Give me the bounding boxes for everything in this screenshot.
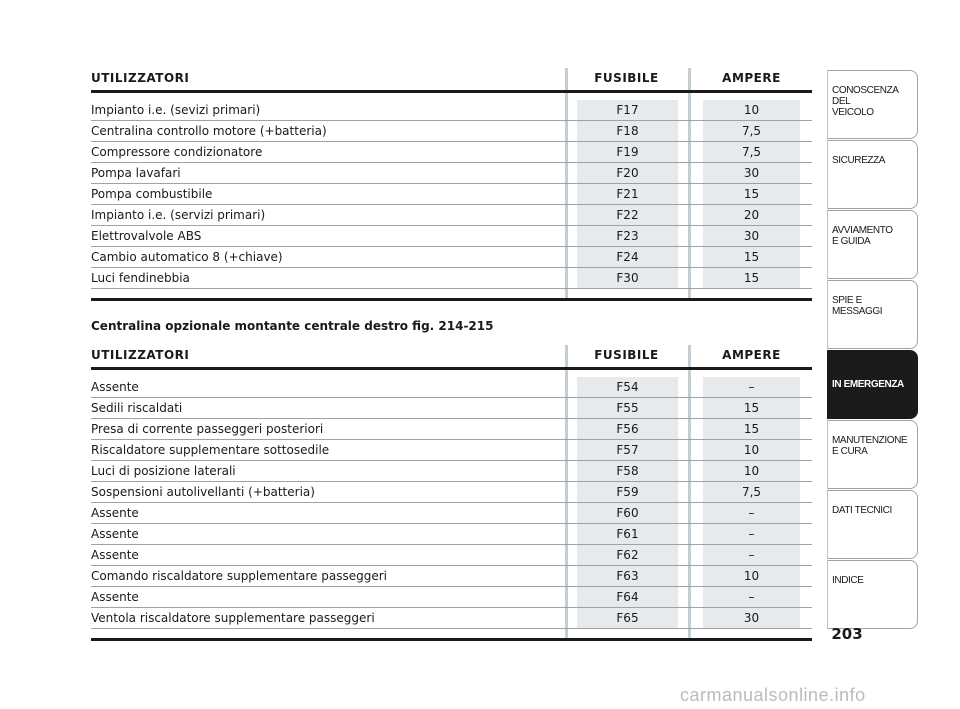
row-fusibile: F58 bbox=[616, 464, 639, 478]
row-ampere: – bbox=[748, 548, 755, 562]
row-ampere: 7,5 bbox=[741, 145, 762, 159]
table-row bbox=[91, 419, 812, 440]
chapter-tab[interactable] bbox=[827, 490, 918, 559]
chapter-tab-label: CONOSCENZA DEL VEICOLO bbox=[832, 85, 899, 118]
fuse-table-1 bbox=[91, 68, 812, 301]
row-fusibile: F18 bbox=[616, 124, 639, 138]
row-ampere: 7,5 bbox=[741, 485, 762, 499]
row-fusibile: F63 bbox=[616, 569, 639, 583]
chapter-tab-label: AVVIAMENTO E GUIDA bbox=[832, 225, 893, 247]
row-utilizzatore: Luci fendinebbia bbox=[91, 271, 190, 285]
chapter-tabs bbox=[827, 70, 918, 630]
chapter-tab[interactable] bbox=[827, 350, 918, 419]
row-utilizzatore: Pompa lavafari bbox=[91, 166, 181, 180]
row-ampere: – bbox=[748, 380, 755, 394]
row-utilizzatore: Sedili riscaldati bbox=[91, 401, 183, 415]
table-row bbox=[91, 205, 812, 226]
row-ampere: 15 bbox=[743, 187, 760, 201]
footer-rule bbox=[91, 638, 812, 641]
row-fusibile: F17 bbox=[616, 103, 639, 117]
header-utilizzatori: UTILIZZATORI bbox=[91, 348, 190, 362]
row-ampere: 10 bbox=[743, 464, 760, 478]
row-fusibile: F57 bbox=[616, 443, 639, 457]
fuse-table-2 bbox=[91, 345, 812, 641]
row-ampere: 15 bbox=[743, 401, 760, 415]
row-utilizzatore: Ventola riscaldatore supplementare passeggeri bbox=[91, 611, 375, 625]
row-ampere: 15 bbox=[743, 422, 760, 436]
row-utilizzatore: Assente bbox=[91, 506, 139, 520]
table-body bbox=[91, 100, 812, 289]
row-ampere: 30 bbox=[743, 229, 760, 243]
row-utilizzatore: Presa di corrente passeggeri posteriori bbox=[91, 422, 324, 436]
table-body bbox=[91, 377, 812, 629]
table-row bbox=[91, 566, 812, 587]
table-row bbox=[91, 121, 812, 142]
row-ampere: 10 bbox=[743, 443, 760, 457]
chapter-tab-label: MANUTENZIONE E CURA bbox=[832, 435, 908, 457]
row-divider bbox=[91, 288, 812, 289]
chapter-tab[interactable] bbox=[827, 70, 918, 139]
header-ampere: AMPERE bbox=[722, 348, 781, 362]
table-row bbox=[91, 524, 812, 545]
table-row bbox=[91, 608, 812, 629]
table-row bbox=[91, 545, 812, 566]
table-row bbox=[91, 398, 812, 419]
row-ampere: – bbox=[748, 506, 755, 520]
footer-rule bbox=[91, 298, 812, 301]
table-header bbox=[91, 345, 812, 367]
chapter-tab[interactable] bbox=[827, 560, 918, 629]
header-rule bbox=[91, 90, 812, 93]
row-fusibile: F21 bbox=[616, 187, 639, 201]
table-row bbox=[91, 440, 812, 461]
row-utilizzatore: Assente bbox=[91, 380, 139, 394]
row-fusibile: F55 bbox=[616, 401, 639, 415]
page-number: 203 bbox=[831, 625, 863, 643]
row-ampere: 10 bbox=[743, 569, 760, 583]
row-utilizzatore: Elettrovalvole ABS bbox=[91, 229, 202, 243]
chapter-tab-label: INDICE bbox=[832, 575, 864, 586]
chapter-tab-label: DATI TECNICI bbox=[832, 505, 892, 516]
row-fusibile: F30 bbox=[616, 271, 639, 285]
table-row bbox=[91, 461, 812, 482]
table-row bbox=[91, 247, 812, 268]
row-ampere: 15 bbox=[743, 250, 760, 264]
watermark: carmanualsonline.info bbox=[680, 685, 866, 705]
row-fusibile: F56 bbox=[616, 422, 639, 436]
row-fusibile: F23 bbox=[616, 229, 639, 243]
row-fusibile: F64 bbox=[616, 590, 639, 604]
row-fusibile: F60 bbox=[616, 506, 639, 520]
chapter-tab-label: IN EMERGENZA bbox=[832, 379, 904, 390]
header-rule bbox=[91, 367, 812, 370]
row-utilizzatore: Luci di posizione laterali bbox=[91, 464, 236, 478]
table-row bbox=[91, 587, 812, 608]
header-ampere: AMPERE bbox=[722, 71, 781, 85]
row-utilizzatore: Riscaldatore supplementare sottosedile bbox=[91, 443, 330, 457]
table-row bbox=[91, 226, 812, 247]
row-fusibile: F54 bbox=[616, 380, 639, 394]
row-ampere: – bbox=[748, 527, 755, 541]
chapter-tab[interactable] bbox=[827, 140, 918, 209]
row-utilizzatore: Cambio automatico 8 (+chiave) bbox=[91, 250, 283, 264]
row-ampere: 7,5 bbox=[741, 124, 762, 138]
table-row bbox=[91, 163, 812, 184]
chapter-tab[interactable] bbox=[827, 280, 918, 349]
row-utilizzatore: Comando riscaldatore supplementare passeggeri bbox=[91, 569, 387, 583]
row-utilizzatore: Assente bbox=[91, 590, 139, 604]
table-row bbox=[91, 503, 812, 524]
section-subheading: Centralina opzionale montante centrale destro fig. 214-215 bbox=[91, 319, 494, 333]
row-ampere: 15 bbox=[743, 271, 760, 285]
row-fusibile: F20 bbox=[616, 166, 639, 180]
row-utilizzatore: Centralina controllo motore (+batteria) bbox=[91, 124, 327, 138]
table-row bbox=[91, 142, 812, 163]
row-utilizzatore: Impianto i.e. (servizi primari) bbox=[91, 208, 266, 222]
header-fusibile: FUSIBILE bbox=[594, 71, 659, 85]
header-utilizzatori: UTILIZZATORI bbox=[91, 71, 190, 85]
table-row bbox=[91, 100, 812, 121]
row-ampere: 30 bbox=[743, 166, 760, 180]
row-utilizzatore: Impianto i.e. (sevizi primari) bbox=[91, 103, 261, 117]
row-ampere: 30 bbox=[743, 611, 760, 625]
row-divider bbox=[91, 628, 812, 629]
table-row bbox=[91, 268, 812, 289]
row-fusibile: F24 bbox=[616, 250, 639, 264]
row-utilizzatore: Sospensioni autolivellanti (+batteria) bbox=[91, 485, 315, 499]
row-ampere: 10 bbox=[743, 103, 760, 117]
row-utilizzatore: Pompa combustibile bbox=[91, 187, 213, 201]
row-fusibile: F22 bbox=[616, 208, 639, 222]
chapter-tab-label: SICUREZZA bbox=[832, 155, 886, 166]
row-utilizzatore: Assente bbox=[91, 548, 139, 562]
row-ampere: 20 bbox=[743, 208, 760, 222]
row-fusibile: F62 bbox=[616, 548, 639, 562]
row-utilizzatore: Compressore condizionatore bbox=[91, 145, 263, 159]
chapter-tab-label: SPIE E MESSAGGI bbox=[832, 295, 883, 317]
row-fusibile: F59 bbox=[616, 485, 639, 499]
chapter-tab[interactable] bbox=[827, 210, 918, 279]
chapter-tab[interactable] bbox=[827, 420, 918, 489]
table-row bbox=[91, 482, 812, 503]
row-fusibile: F65 bbox=[616, 611, 639, 625]
row-fusibile: F61 bbox=[616, 527, 639, 541]
header-fusibile: FUSIBILE bbox=[594, 348, 659, 362]
table-header bbox=[91, 68, 812, 90]
table-row bbox=[91, 184, 812, 205]
row-fusibile: F19 bbox=[616, 145, 639, 159]
row-utilizzatore: Assente bbox=[91, 527, 139, 541]
table-row bbox=[91, 377, 812, 398]
row-ampere: – bbox=[748, 590, 755, 604]
